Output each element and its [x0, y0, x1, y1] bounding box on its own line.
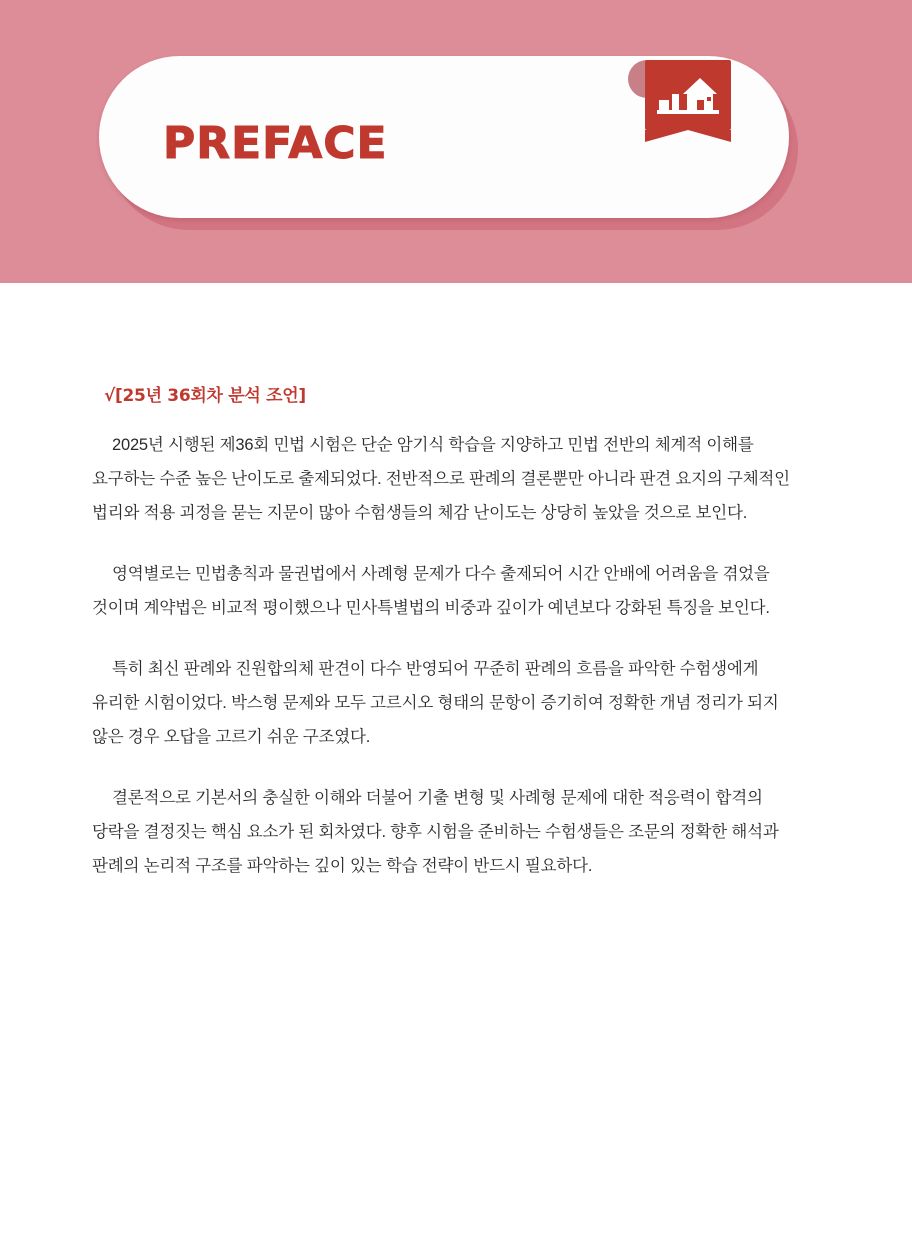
- paragraph: 2025년 시행된 제36회 민법 시험은 단순 암기식 학습을 지양하고 민법 전반의 체계적 이해를 요구하는 수준 높은 난이도로 출제되었다. 전반적으로 판례의 결론뿐만 아니라 판견 요지의 구체적인 법리와 적용 괴정을 묻는 지문이 많아 수험생들의 체감 난이도는 상당히 높았을 것으로 보인다.: [92, 436, 790, 522]
- house-icon: [657, 76, 719, 116]
- paragraph: 영역별로는 민법총칙과 물권법에서 사례형 문제가 다수 출제되어 시간 안배에 어려움을 겪었을 것이며 계약법은 비교적 평이했으나 민사특별법의 비중과 깊이가 예년보다 강화된 특징을 보인다.: [92, 565, 770, 617]
- paragraph: 결론적으로 기본서의 충실한 이해와 더불어 기출 변형 및 사례형 문제에 대한 적응력이 합격의 당락을 결정짓는 핵심 요소가 된 회차였다. 향후 시험을 준비하는 수험생들은 조문의 정확한 해석과 판례의 논리적 구조를 파악하는 깊이 있는 학습 전략이 반드시 필요하다.: [92, 789, 779, 875]
- header-band: [0, 0, 912, 283]
- paragraph: 특히 최신 판례와 진원합의체 판견이 다수 반영되어 꾸준히 판례의 흐름을 파악한 수험생에게 유리한 시험이었다. 박스형 문제와 모두 고르시오 형태의 문항이 증기히여 정확한 개념 정리가 되지 않은 경우 오답을 고르기 쉬운 구조였다.: [92, 660, 779, 746]
- page-title: PREFACE: [163, 118, 388, 169]
- section-heading: √[25년 36회차 분석 조언]: [104, 386, 306, 406]
- paragraph-list: [92, 428, 792, 883]
